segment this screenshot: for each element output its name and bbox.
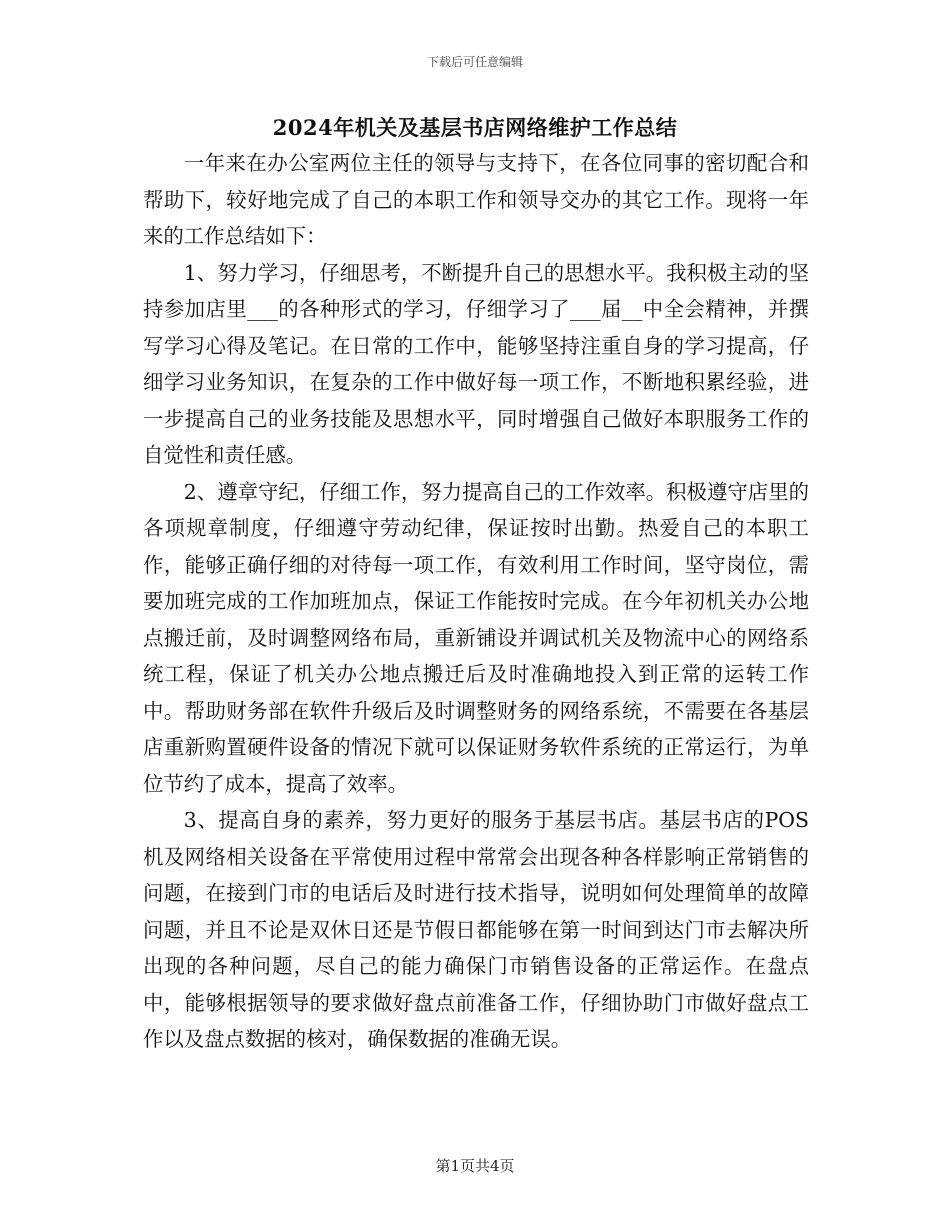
document-title: 2024年机关及基层书店网络维护工作总结 bbox=[272, 115, 678, 140]
page-number: 第1页共4页 bbox=[435, 1157, 515, 1175]
paragraph-service: 3、提高自身的素养，努力更好的服务于基层书店。基层书店的POS机及网络相关设备在平常使用过程中常常会出现各种各样影响正常销售的问题，在接到门市的电话后及时进行技术指导，说明如何处理简单的故障问题，并且不论是双休日还是节假日都能够在第一时间到达门市去解决所出现的各种问题，尽自己的能力确保门市销售设备的正常运作。在盘点中，能够根据领导的要求做好盘点前准备工作，仔细协助门市做好盘点工作以及盘点数据的核对，确保数据的准确无误。 bbox=[143, 808, 809, 1051]
paragraph-study: 1、努力学习，仔细思考，不断提升自己的思想水平。我积极主动的坚持参加店里___的各种形式的学习，仔细学习了___届__中全会精神，并撰写学习心得及笔记。在日常的工作中，能够坚持注重自身的学习提高，仔细学习业务知识，在复杂的工作中做好每一项工作，不断地积累经验，进一步提高自己的业务技能及思想水平，同时增强自己做好本职服务工作的自觉性和责任感。 bbox=[143, 260, 809, 467]
paragraph-discipline: 2、遵章守纪，仔细工作，努力提高自己的工作效率。积极遵守店里的各项规章制度，仔细遵守劳动纪律，保证按时出勤。热爱自己的本职工作，能够正确仔细的对待每一项工作，有效利用工作时间，坚守岗位，需要加班完成的工作加班加点，保证工作能按时完成。在今年初机关办公地点搬迁前，及时调整网络布局，重新铺设并调试机关及物流中心的网络系统工程，保证了机关办公地点搬迁后及时准确地投入到正常的运转工作中。帮助财务部在软件升级后及时调整财务的网络系统，不需要在各基层店重新购置硬件设备的情况下就可以保证财务软件系统的正常运行，为单位节约了成本，提高了效率。 bbox=[143, 479, 809, 796]
page-header-note: 下载后可任意编辑 bbox=[426, 55, 523, 69]
document-body bbox=[143, 145, 809, 1058]
paragraph-intro: 一年来在办公室两位主任的领导与支持下，在各位同事的密切配合和帮助下，较好地完成了自己的本职工作和领导交办的其它工作。现将一年来的工作总结如下： bbox=[143, 151, 809, 248]
